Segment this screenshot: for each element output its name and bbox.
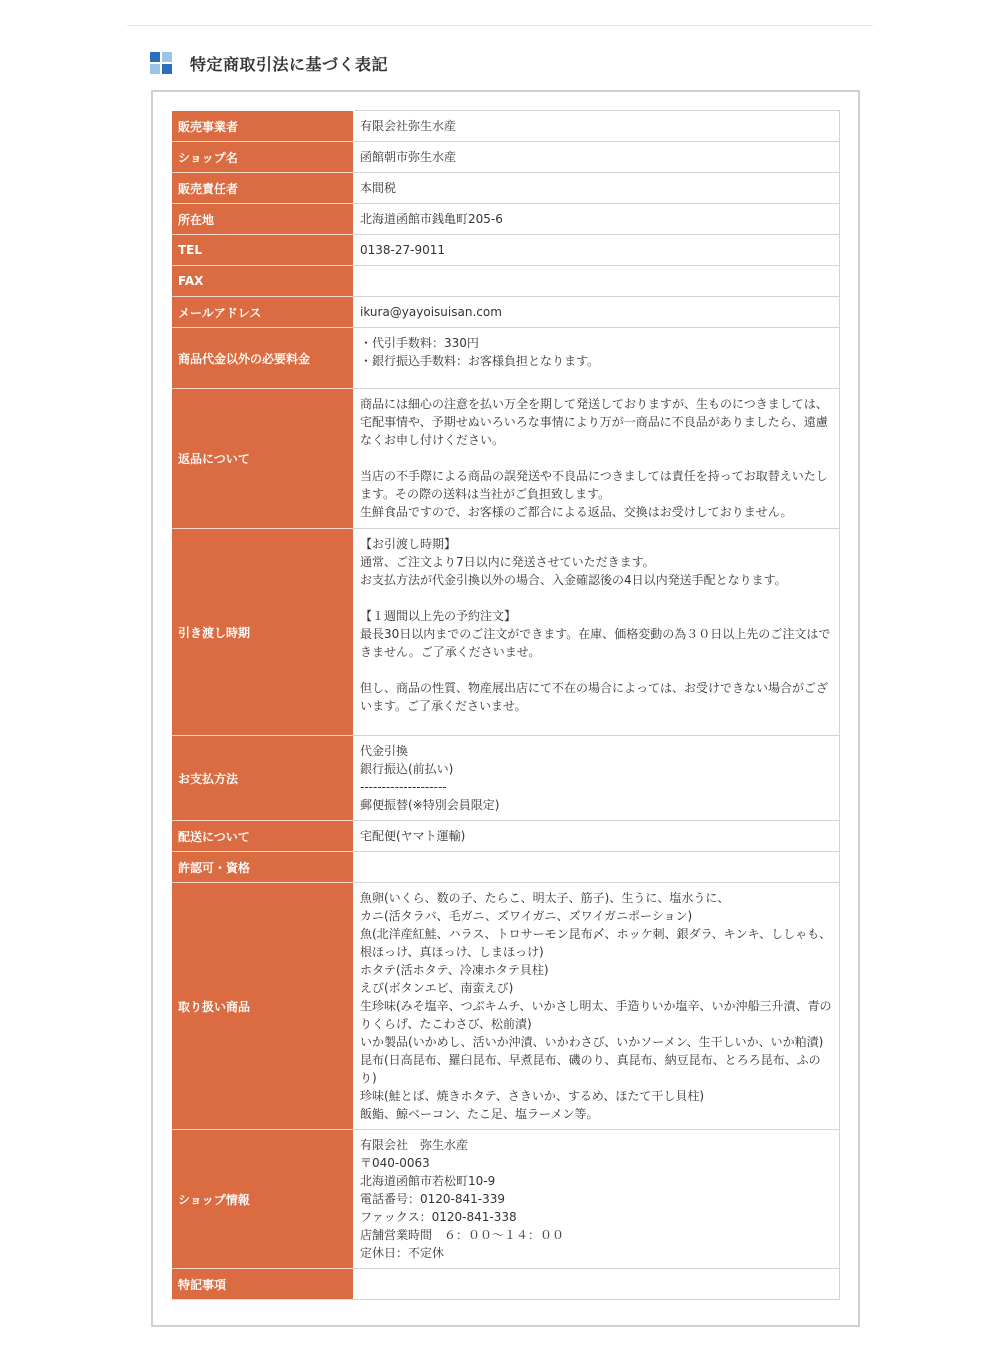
row-label: 所在地 [172,204,354,235]
table-row-payment [172,736,840,821]
row-value: 代金引換 銀行振込(前払い) -------------------- 郵便振替(※特別会員限定) [354,736,840,821]
row-label: メールアドレス [172,297,354,328]
legal-info-table [171,110,840,1300]
row-value: 宅配便(ヤマト運輸) [354,821,840,852]
row-value: 北海道函館市銭亀町205-6 [354,204,840,235]
row-label: 配送について [172,821,354,852]
table-row-shop-info [172,1130,840,1269]
row-value [354,1269,840,1300]
table-row-tel [172,235,840,266]
row-label: 返品について [172,389,354,529]
row-value: ・代引手数料：330円 ・銀行振込手数料：お客様負担となります。 [354,328,840,389]
row-label: 許認可・資格 [172,852,354,883]
row-value [354,266,840,297]
row-value: 有限会社 弥生水産 〒040-0063 北海道函館市若松町10-9 電話番号：0120-841-339 ファックス：0120-841-338 店舗営業時間 ６：００～１４：００ 定休日：不定休 [354,1130,840,1269]
page-title: 特定商取引法に基づく表記 [190,54,389,74]
row-label: 特記事項 [172,1269,354,1300]
row-value: 0138-27-9011 [354,235,840,266]
grid-squares-icon [150,52,172,74]
row-label: ショップ名 [172,142,354,173]
row-label: ショップ情報 [172,1130,354,1269]
row-value: 魚卵(いくら、数の子、たらこ、明太子、筋子)、生うに、塩水うに、 カニ(活タラバ、毛ガニ、ズワイガニ、ズワイガニポーション) 魚(北洋産紅鮭、ハラス、トロサーモン昆布〆、ホッケ刺、銀ダラ、キンキ、ししゃも、根ほっけ、真ほっけ、しまほっけ) ホタテ(活ホタテ、冷凍ホタテ貝柱) えび(ボタンエビ、南蛮えび) 生珍味(みそ塩辛、つぶキムチ、いかさし明太、手造りいか塩辛、いか沖船三升漬、青のりくらげ、たこわさび、松前漬) いか製品(いかめし、活いか沖漬、いかわさび、いかソーメン、生干しいか、いか粕漬) 昆布(日高昆布、羅臼昆布、早煮昆布、磯のり、真昆布、納豆昆布、とろろ昆布、ふのり) 珍味(鮭とば、焼きホタテ、さきいか、するめ、ほたて干し貝柱) 飯鮨、鯨ベーコン、たこ足、塩ラーメン等。 [354,883,840,1130]
table-row-extra-fees [172,328,840,389]
table-row-returns [172,389,840,529]
row-value [354,852,840,883]
row-value: 函館朝市弥生水産 [354,142,840,173]
row-label: FAX [172,266,354,297]
table-row-licenses [172,852,840,883]
table-row-seller [172,111,840,142]
table-row-email [172,297,840,328]
table-row-shipping [172,821,840,852]
row-value: ikura@yayoisuisan.com [354,297,840,328]
row-value: 有限会社弥生水産 [354,111,840,142]
top-divider [127,25,873,26]
table-row-shop-name [172,142,840,173]
row-label: 商品代金以外の必要料金 [172,328,354,389]
table-row-notes [172,1269,840,1300]
table-row-address [172,204,840,235]
row-label: TEL [172,235,354,266]
row-label: 販売責任者 [172,173,354,204]
row-label: 取り扱い商品 [172,883,354,1130]
row-value: 本間税 [354,173,840,204]
table-row-products [172,883,840,1130]
section-heading [150,50,388,76]
table-row-fax [172,266,840,297]
row-label: 引き渡し時期 [172,529,354,736]
row-label: 販売事業者 [172,111,354,142]
row-label: お支払方法 [172,736,354,821]
row-value: 商品には細心の注意を払い万全を期して発送しておりますが、生ものにつきましては、宅配事情や、予期せぬいろいろな事情により万が一商品に不良品がありましたら、遠慮なくお申し付けください。 当店の不手際による商品の誤発送や不良品につきましては責任を持ってお取替えいたします。その際の送料は当社がご負担致します。 生鮮食品ですので、お客様のご都合による返品、交換はお受けしておりません。 [354,389,840,529]
legal-info-panel [151,90,860,1327]
table-row-manager [172,173,840,204]
row-value: 【お引渡し時期】 通常、ご注文より7日以内に発送させていただきます。 お支払方法が代金引換以外の場合、入金確認後の4日以内発送手配となります。 【１週間以上先の予約注文】 最長30日以内までのご注文ができます。在庫、価格変動の為３０日以上先のご注文はできません。ご了承くださいませ。 但し、商品の性質、物産展出店にて不在の場合によっては、お受けできない場合がございます。ご了承くださいませ。 [354,529,840,736]
table-row-delivery-time [172,529,840,736]
